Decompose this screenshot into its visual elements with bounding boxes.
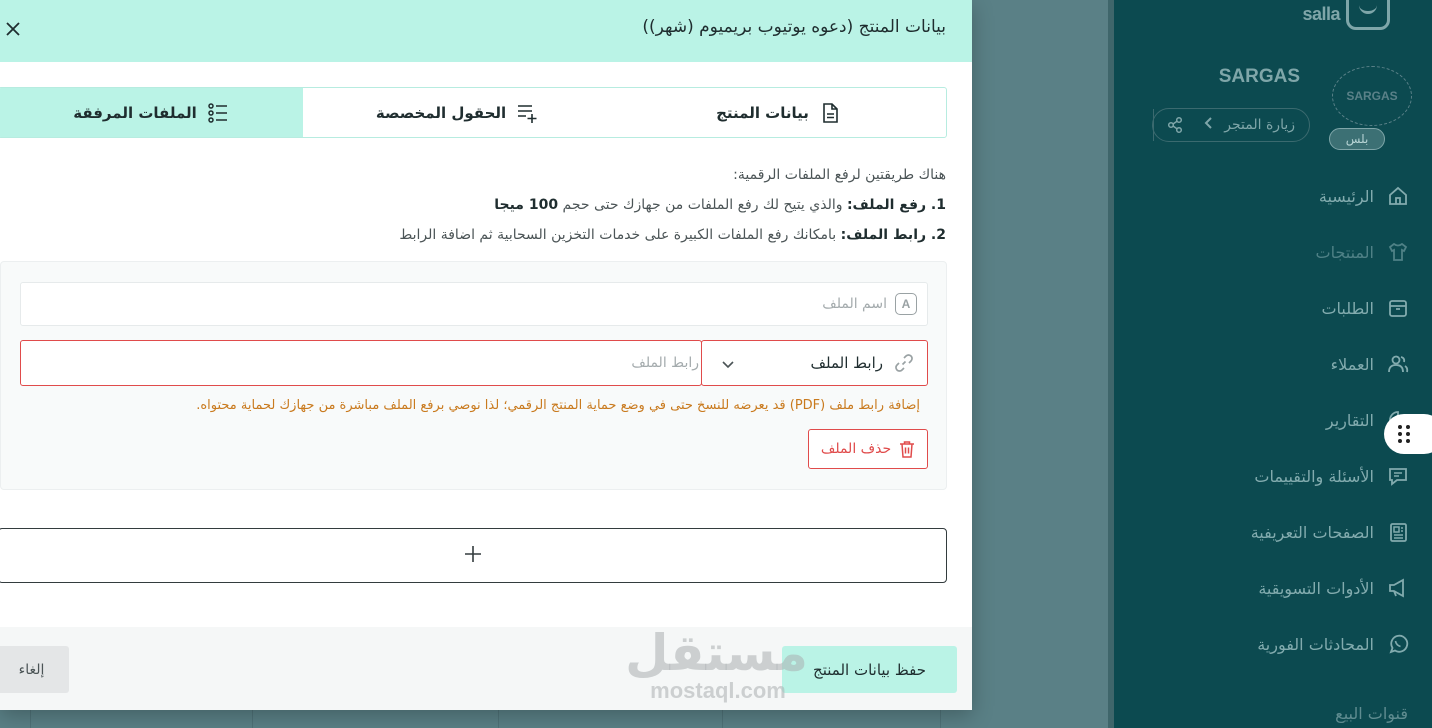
store-avatar[interactable]: SARGAS	[1332, 66, 1412, 126]
file-card	[0, 261, 947, 490]
sidebar-item-pages[interactable]	[1114, 504, 1432, 560]
list-add-icon	[516, 102, 538, 124]
sidebar-item-label: الرئيسية	[1318, 186, 1374, 206]
visit-store-button[interactable]	[1152, 108, 1310, 142]
file-link-row	[20, 340, 928, 386]
share-icon[interactable]	[1153, 109, 1195, 141]
upload-instructions	[399, 160, 946, 250]
tab-custom-fields[interactable]	[303, 88, 611, 137]
modal-footer	[0, 624, 972, 710]
sidebar-nav	[1114, 168, 1432, 672]
file-link-input[interactable]	[39, 355, 699, 371]
instructions-intro: هناك طريقتين لرفع الملفات الرقمية:	[733, 167, 946, 183]
instruction-upload-text: والذي يتيح لك رفع الملفات من جهازك حتى حجم	[558, 197, 847, 213]
modal-header	[0, 0, 972, 62]
sidebar-item-label: التقارير	[1325, 410, 1374, 430]
visit-store-label: زيارة المتجر	[1224, 117, 1295, 133]
link-icon	[893, 352, 915, 374]
chevron-left-icon	[1204, 117, 1214, 133]
tab-attached-files[interactable]	[0, 88, 303, 137]
plan-badge: بلس	[1329, 128, 1385, 150]
instruction-upload	[399, 190, 946, 220]
sidebar-item-live-chat[interactable]	[1114, 616, 1432, 672]
file-type-value: رابط الملف	[810, 354, 883, 372]
sidebar-item-label: العملاء	[1330, 354, 1374, 374]
chevron-down-icon	[722, 355, 734, 373]
salla-logo[interactable]	[1292, 0, 1412, 36]
text-field-icon: A	[895, 293, 917, 315]
file-name-input[interactable]	[47, 296, 887, 312]
sidebar-item-home[interactable]	[1114, 168, 1432, 224]
sidebar-item-marketing[interactable]	[1114, 560, 1432, 616]
watermark-latin: mostaql.com	[650, 678, 786, 703]
sidebar-item-products[interactable]	[1114, 224, 1432, 280]
file-type-select[interactable]	[701, 340, 928, 386]
watermark-arabic: مستقل	[625, 624, 808, 682]
sidebar-item-label: الطلبات	[1321, 298, 1374, 318]
instruction-link	[399, 220, 946, 250]
logo-text: salla	[1302, 4, 1340, 24]
add-file-button[interactable]	[0, 528, 947, 583]
sidebar	[1114, 0, 1432, 728]
sidebar-item-orders[interactable]	[1114, 280, 1432, 336]
instruction-upload-label: 1. رفع الملف:	[846, 197, 946, 213]
plus-icon	[464, 545, 482, 567]
shirt-icon	[1386, 240, 1410, 264]
drag-handle[interactable]	[1384, 414, 1432, 454]
whatsapp-icon	[1386, 632, 1410, 656]
instruction-link-text: بامكانك رفع الملفات الكبيرة على خدمات التخزين السحابية ثم اضافة الرابط	[399, 227, 841, 243]
tab-label: الحقول المخصصة	[375, 103, 507, 122]
sidebar-item-label: الصفحات التعريفية	[1250, 522, 1374, 542]
sidebar-item-label: الأسئلة والتقييمات	[1254, 466, 1374, 486]
tab-label: الملفات المرفقة	[73, 103, 197, 122]
bag-icon	[1346, 0, 1390, 30]
cancel-button[interactable]: إلغاء	[0, 646, 69, 693]
list-checks-icon	[207, 102, 229, 124]
chat-icon	[1386, 464, 1410, 488]
modal-title: بيانات المنتج (دعوه يوتيوب بريميوم (شهر))	[642, 17, 946, 37]
home-icon	[1386, 184, 1410, 208]
delete-file-button[interactable]	[808, 429, 928, 469]
tab-product-data[interactable]	[611, 88, 946, 137]
tab-label: بيانات المنتج	[716, 103, 809, 122]
trash-icon	[899, 440, 915, 458]
delete-file-label: حذف الملف	[820, 441, 892, 457]
users-icon	[1386, 352, 1410, 376]
box-icon	[1386, 296, 1410, 320]
store-name: SARGAS	[1218, 66, 1300, 87]
pages-icon	[1386, 520, 1410, 544]
instruction-upload-size: 100 ميجا	[494, 197, 559, 213]
sidebar-item-label: المحادثات الفورية	[1257, 634, 1374, 654]
sidebar-item-customers[interactable]	[1114, 336, 1432, 392]
document-icon	[819, 102, 841, 124]
modal-tabs	[0, 87, 947, 138]
close-icon[interactable]	[2, 18, 24, 40]
instruction-link-label: 2. رابط الملف:	[840, 227, 946, 243]
save-product-data-button[interactable]: حفظ بيانات المنتج	[782, 646, 957, 693]
sales-channels-heading: قنوات البيع	[1335, 704, 1408, 723]
sidebar-item-label: المنتجات	[1315, 242, 1374, 262]
file-name-field[interactable]	[20, 282, 928, 326]
file-link-field[interactable]	[20, 340, 702, 386]
pdf-warning: إضافة رابط ملف (PDF) قد يعرضه للنسخ حتى في وضع حماية المنتج الرقمي؛ لذا نوصي برفع الملف مباشرة من جهازك لحماية محتواه.	[196, 398, 920, 413]
grip-dots-icon	[1398, 425, 1410, 443]
sidebar-item-label: الأدوات التسويقية	[1258, 578, 1374, 598]
megaphone-icon	[1386, 576, 1410, 600]
sidebar-item-reviews[interactable]	[1114, 448, 1432, 504]
